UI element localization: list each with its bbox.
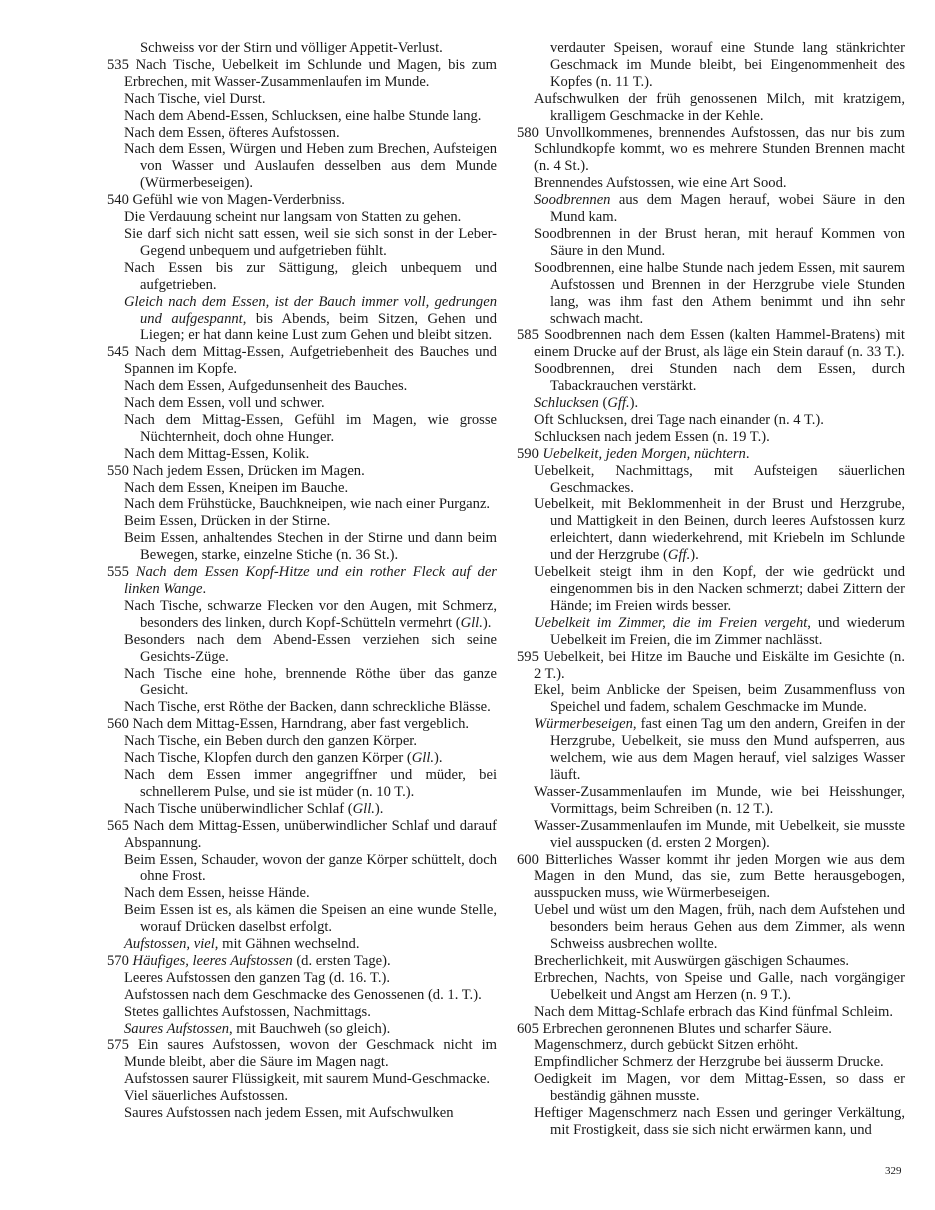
symptom-entry (517, 395, 905, 412)
italic-text: Gleich nach dem Essen, ist der Bauch immer voll, gedrungen und aufgespannt (124, 293, 497, 327)
entry-text: ). (374, 800, 384, 817)
italic-text: Gll. (460, 614, 483, 631)
symptom-entry (517, 446, 905, 463)
symptom-entry (517, 175, 905, 192)
entry-text: Erbrechen geronnenen Blutes und scharfer Säure. (542, 1020, 832, 1037)
symptom-entry (517, 361, 905, 395)
entry-number: 580 (517, 124, 546, 141)
entry-number: 575 (107, 1037, 138, 1054)
right-column (517, 40, 905, 1139)
italic-text: Gll. (411, 750, 435, 767)
symptom-entry (107, 463, 497, 480)
symptom-entry (517, 615, 905, 649)
entry-text: Brecherlichkeit, mit Auswürgen gäschigen Schaumes. (534, 952, 850, 969)
entry-text: Nach dem Essen immer angegriffner und müder, bei schnellerem Pulse, und sie ist müder (n. 10 T.). (124, 766, 497, 800)
italic-text: Nach dem Essen Kopf-Hitze und ein rother Fleck auf der linken Wange (124, 564, 497, 597)
symptom-entry (517, 1071, 905, 1105)
left-column (107, 40, 497, 1122)
entry-text: ( (598, 395, 608, 412)
symptom-entry (517, 682, 905, 716)
symptom-entry (107, 226, 497, 260)
symptom-entry (517, 818, 905, 852)
entry-text: Wasser-Zusammenlaufen im Munde, wie bei Heisshunger, Vormittags, beim Schreiben (n. 12 T.). (534, 783, 905, 817)
symptom-entry (517, 412, 905, 429)
symptom-entry (107, 953, 497, 970)
symptom-entry (517, 852, 905, 903)
symptom-entry (107, 632, 497, 666)
symptom-entry (517, 226, 905, 260)
symptom-entry (517, 953, 905, 970)
entry-text: Nach dem Abend-Essen, Schlucksen, eine halbe Stunde lang. (124, 107, 482, 124)
entry-text: Sie darf sich nicht satt essen, weil sie sich sonst in der Leber-Gegend unbequem und aufgetrieben fühlt. (124, 225, 497, 259)
entry-number: 565 (107, 817, 134, 834)
symptom-entry (107, 1037, 497, 1071)
entry-text: Beim Essen, anhaltendes Stechen in der Stirne und dann beim Bewegen, starke, einzelne Stiche (n. 36 St.). (124, 530, 497, 564)
entry-text: Beim Essen ist es, als kämen die Speisen an eine wunde Stelle, worauf Drücken daselbst erfolgt. (124, 902, 497, 936)
entry-text: (d. ersten Tage). (292, 952, 391, 969)
symptom-entry (107, 260, 497, 294)
symptom-entry (107, 395, 497, 412)
entry-text: Beim Essen, Schauder, wovon der ganze Körper schüttelt, doch ohne Frost. (124, 851, 497, 885)
entry-text: Uebelkeit, bei Hitze im Bauche und Eiskälte im Gesichte (n. 2 T.). (534, 648, 906, 682)
symptom-entry (107, 936, 497, 953)
entry-text: Viel säuerliches Aufstossen. (124, 1088, 289, 1105)
entry-text: Soodbrennen, drei Stunden nach dem Essen, durch Tabackrauchen verstärkt. (534, 361, 905, 395)
symptom-entry (517, 970, 905, 1004)
entry-number: 590 (517, 445, 543, 462)
symptom-entry (107, 970, 497, 987)
entry-text: Ekel, beim Anblicke der Speisen, beim Zusammenfluss von Speichel und fadem, schalem Geschmacke im Munde. (534, 682, 905, 716)
symptom-entry (517, 40, 905, 91)
entry-text: Nach dem Essen, Kneipen im Bauche. (124, 479, 349, 496)
entry-number: 535 (107, 56, 136, 73)
entry-text: , mit Gähnen wechselnd. (214, 936, 360, 953)
symptom-entry (107, 378, 497, 395)
symptom-entry (107, 530, 497, 564)
symptom-entry (107, 699, 497, 716)
symptom-entry (107, 1105, 497, 1122)
entry-text: Nach Tische, Uebelkeit im Schlunde und Magen, bis zum Erbrechen, mit Wasser-Zusammenlaufen im Munde. (124, 56, 497, 90)
symptom-entry (517, 192, 905, 226)
symptom-entry (517, 260, 905, 328)
entry-text: Nach dem Essen, heisse Hände. (124, 885, 310, 902)
entry-number: 570 (107, 952, 133, 969)
symptom-entry (107, 446, 497, 463)
italic-text: Soodbrennen (534, 192, 611, 209)
entry-text: Leeres Aufstossen den ganzen Tag (d. 16. T.). (124, 969, 391, 986)
entry-text: Erbrechen, Nachts, von Speise und Galle, nach vorgängiger Uebelkeit und Angst am Herzen (n. 9 T.). (534, 969, 905, 1003)
entry-number: 595 (517, 648, 544, 665)
entry-text: Gefühl wie von Magen-Verderbniss. (132, 192, 345, 209)
entry-text: , mit Bauchweh (so gleich). (229, 1020, 391, 1037)
entry-text: Aufstossen nach dem Geschmacke des Genossenen (d. 1. T.). (124, 986, 482, 1003)
italic-text: Gff. (667, 547, 691, 564)
symptom-entry (517, 463, 905, 497)
symptom-entry (107, 733, 497, 750)
symptom-entry (107, 818, 497, 852)
entry-text: . (202, 581, 207, 597)
symptom-entry (107, 294, 497, 345)
entry-text: Nach dem Essen, voll und schwer. (124, 395, 325, 412)
entry-text: Nach dem Mittag-Schlafe erbrach das Kind fünfmal Schleim. (534, 1003, 894, 1020)
italic-text: Gff. (607, 395, 630, 412)
entry-text: Nach dem Essen, Würgen und Heben zum Brechen, Aufsteigen von Wasser und Auslaufen desselben aus dem Munde (Würmerbeseigen). (124, 141, 497, 192)
symptom-entry (107, 564, 497, 598)
symptom-entry (107, 192, 497, 209)
entry-text: Nach Tische, schwarze Flecken vor den Augen, mit Schmerz, besonders des linken, durch Kopf-Schütteln vermehrt ( (124, 597, 497, 631)
symptom-entry (517, 429, 905, 446)
symptom-entry (517, 649, 905, 683)
entry-text: Schweiss vor der Stirn und völliger Appetit-Verlust. (140, 40, 443, 56)
entry-text: Nach Tische, Klopfen durch den ganzen Körper ( (124, 750, 412, 767)
entry-text: Nach jedem Essen, Drücken im Magen. (132, 462, 365, 479)
entry-number: 550 (107, 462, 133, 479)
entry-number: 605 (517, 1020, 543, 1037)
symptom-entry (517, 564, 905, 615)
symptom-entry (107, 209, 497, 226)
entry-text: Nach dem Mittag-Essen, unüberwindlicher Schlaf und darauf Abspannung. (124, 817, 497, 851)
symptom-entry (107, 1021, 497, 1038)
entry-text: Die Verdauung scheint nur langsam von Statten zu gehen. (124, 209, 462, 226)
entry-number: 560 (107, 716, 133, 733)
entry-number: 545 (107, 344, 135, 361)
entry-text: Soodbrennen, eine halbe Stunde nach jedem Essen, mit saurem Aufstossen und Brennen in der Herzgrube viele Stunden lang, was ihm fast den Athem benimmt und ihn sehr schwach macht. (534, 259, 905, 327)
symptom-entry (107, 885, 497, 902)
entry-text: Soodbrennen nach dem Essen (kalten Hammel-Bratens) mit einem Drucke auf der Brust, als läge ein Stein darauf (n. 33 T.). (534, 327, 905, 361)
entry-text: Nach dem Mittag-Essen, Harndrang, aber fast vergeblich. (132, 716, 470, 733)
entry-text: Nach dem Frühstücke, Bauchkneipen, wie nach einer Purganz. (124, 496, 491, 513)
entry-text: Wasser-Zusammenlaufen im Munde, mit Uebelkeit, sie musste viel ausspucken (d. ersten 2 Morgen). (534, 817, 905, 851)
symptom-entry (517, 1004, 905, 1021)
symptom-entry (107, 902, 497, 936)
symptom-entry (107, 91, 497, 108)
entry-text: Uebelkeit steigt ihm in den Kopf, der wie gedrückt und eingenommen bis in den Nacken schmerzt; dabei Zittern der Hände; im Freien wirds besser. (534, 564, 905, 614)
symptom-entry (107, 598, 497, 632)
entry-text: , und wiederum Uebelkeit im Freien, die im Zimmer nachlässt. (550, 614, 905, 648)
symptom-entry (517, 1054, 905, 1071)
entry-text: Ein saures Aufstossen, wovon der Geschmack nicht im Munde bleibt, aber die Säure im Magen nagt. (124, 1037, 498, 1071)
entry-text: Nach dem Mittag-Essen, Gefühl im Magen, wie grosse Nüchternheit, doch ohne Hunger. (124, 411, 497, 445)
symptom-entry (107, 801, 497, 818)
symptom-entry (107, 987, 497, 1004)
entry-text: Nach dem Mittag-Essen, Aufgetriebenheit des Bauches und Spannen im Kopfe. (124, 344, 497, 378)
entry-text: ). (629, 395, 639, 412)
entry-text: Nach Tische, viel Durst. (124, 90, 266, 107)
symptom-entry (517, 327, 905, 361)
entry-text: . (745, 445, 750, 462)
symptom-entry (107, 344, 497, 378)
entry-text: Nach Essen bis zur Sättigung, gleich unbequem und aufgetrieben. (124, 259, 497, 293)
italic-text: Uebelkeit im Zimmer, die im Freien vergeht (534, 614, 808, 631)
symptom-entry (517, 91, 905, 125)
entry-text: Aufstossen saurer Flüssigkeit, mit saurem Mund-Geschmacke. (124, 1071, 490, 1088)
symptom-entry (107, 513, 497, 530)
entry-text: , bis Abends, beim Sitzen, Gehen und Liegen; er hat dann keine Lust zum Gehen und bleibt sitzen. (140, 310, 497, 344)
symptom-entry (107, 108, 497, 125)
italic-text: Schlucksen (534, 395, 599, 412)
entry-text: Beim Essen, Drücken in der Stirne. (124, 513, 331, 530)
entry-text: Stetes gallichtes Aufstossen, Nachmittags. (124, 1003, 371, 1020)
symptom-entry (517, 496, 905, 564)
symptom-entry (107, 496, 497, 513)
entry-number: 585 (517, 327, 545, 344)
entry-text: ). (690, 547, 699, 564)
entry-text: Oft Schlucksen, drei Tage nach einander (n. 4 T.). (534, 411, 824, 428)
entry-text: Nach dem Essen, Aufgedunsenheit des Bauches. (124, 378, 408, 395)
symptom-entry (107, 666, 497, 700)
symptom-entry (107, 57, 497, 91)
entry-text: , fast einen Tag um den andern, Greifen in der Herzgrube, Uebelkeit, sie muss den Mund aufsperren, aus welchem, wie aus dem Magen herauf, viel salziges Wasser läuft. (550, 716, 905, 783)
symptom-entry (517, 1021, 905, 1038)
entry-text: Oedigkeit im Magen, vor dem Mittag-Essen, so dass er beständig gähnen musste. (534, 1071, 905, 1105)
entry-text: Aufschwulken der früh genossenen Milch, mit kratzigem, kralligem Geschmacke in der Kehle. (534, 90, 905, 124)
entry-text: Nach Tische, erst Röthe der Backen, dann schreckliche Blässe. (124, 699, 491, 716)
entry-text: Besonders nach dem Abend-Essen verziehen sich seine Gesichts-Züge. (124, 631, 497, 665)
entry-text: Nach Tische eine hohe, brennende Röthe über das ganze Gesicht. (124, 665, 497, 699)
entry-text: Uebelkeit, mit Beklommenheit in der Brust und Herzgrube, und Mattigkeit in den Beinen, durch leeres Aufstossen kurz erleichtert, dann wiederkehrend, mit Kriebeln im Schlunde und der Herzgrube ( (534, 496, 905, 564)
entry-text: Nach Tische unüberwindlicher Schlaf ( (124, 800, 353, 817)
italic-text: Würmerbeseigen (534, 716, 633, 733)
symptom-entry (517, 784, 905, 818)
italic-text: Saures Aufstossen (124, 1020, 229, 1037)
entry-text: Nach dem Mittag-Essen, Kolik. (124, 445, 310, 462)
entry-text: Brennendes Aufstossen, wie eine Art Sood. (534, 175, 787, 192)
entry-text: Uebel und wüst um den Magen, früh, nach dem Aufstehen und besonders beim heraus Gehen aus dem Zimmer, als wenn Schweiss ausbrechen wollte. (534, 902, 905, 953)
italic-text: Uebelkeit, jeden Morgen, nüchtern (542, 445, 746, 462)
entry-text: Nach dem Essen, öfteres Aufstossen. (124, 124, 340, 141)
entry-text: Schlucksen nach jedem Essen (n. 19 T.). (534, 428, 770, 445)
symptom-entry (517, 716, 905, 784)
symptom-entry (107, 767, 497, 801)
entry-number: 555 (107, 564, 136, 581)
symptom-entry (517, 1105, 905, 1139)
entry-text: aus dem Magen herauf, wobei Säure in den Mund kam. (550, 192, 905, 226)
entry-text: Nach Tische, ein Beben durch den ganzen Körper. (124, 733, 418, 750)
italic-text: Häufiges, leeres Aufstossen (132, 952, 293, 969)
entry-text: Uebelkeit, Nachmittags, mit Aufsteigen säuerlichen Geschmackes. (534, 462, 905, 496)
entry-number: 600 (517, 851, 546, 868)
entry-text: Saures Aufstossen nach jedem Essen, mit Aufschwulken (124, 1105, 454, 1122)
symptom-entry (107, 750, 497, 767)
italic-text: Aufstossen, viel (124, 936, 215, 953)
symptom-entry (517, 1037, 905, 1054)
symptom-entry (107, 141, 497, 192)
entry-text: Soodbrennen in der Brust heran, mit herauf Kommen von Säure in den Mund. (534, 225, 905, 259)
symptom-entry (107, 852, 497, 886)
entry-text: ). (482, 614, 492, 631)
italic-text: Gll. (352, 800, 375, 817)
entry-text: verdauter Speisen, worauf eine Stunde lang stänkrichter Geschmack im Munde bleibt, bei Eingenommenheit des Kopfes (n. 11 T.). (550, 40, 905, 90)
symptom-entry (107, 1088, 497, 1105)
symptom-entry (107, 125, 497, 142)
entry-text: Empfindlicher Schmerz der Herzgrube bei äusserm Drucke. (534, 1054, 884, 1071)
entry-text: Bitterliches Wasser kommt ihr jeden Morgen wie aus dem Magen in den Mund, das sie, zum Bette herausgebogen, ausspucken muss, wie Würmerbeseigen. (534, 851, 906, 902)
entry-text: ). (434, 750, 443, 767)
entry-number: 540 (107, 192, 133, 209)
symptom-entry (107, 1071, 497, 1088)
symptom-entry (107, 40, 497, 57)
symptom-entry (517, 902, 905, 953)
symptom-entry (107, 412, 497, 446)
page-number: 329 (885, 1165, 902, 1177)
entry-text: Magenschmerz, durch gebückt Sitzen erhöht. (534, 1037, 799, 1054)
symptom-entry (107, 480, 497, 497)
symptom-entry (517, 125, 905, 176)
symptom-entry (107, 716, 497, 733)
entry-text: Heftiger Magenschmerz nach Essen und geringer Verkältung, mit Frostigkeit, dass sie sich nicht erwärmen kann, und (534, 1105, 905, 1138)
symptom-entry (107, 1004, 497, 1021)
entry-text: Unvollkommenes, brennendes Aufstossen, das nur bis zum Schlundkopfe kommt, wo es mehrere Stunden Brennen macht (n. 4 St.). (534, 124, 905, 175)
